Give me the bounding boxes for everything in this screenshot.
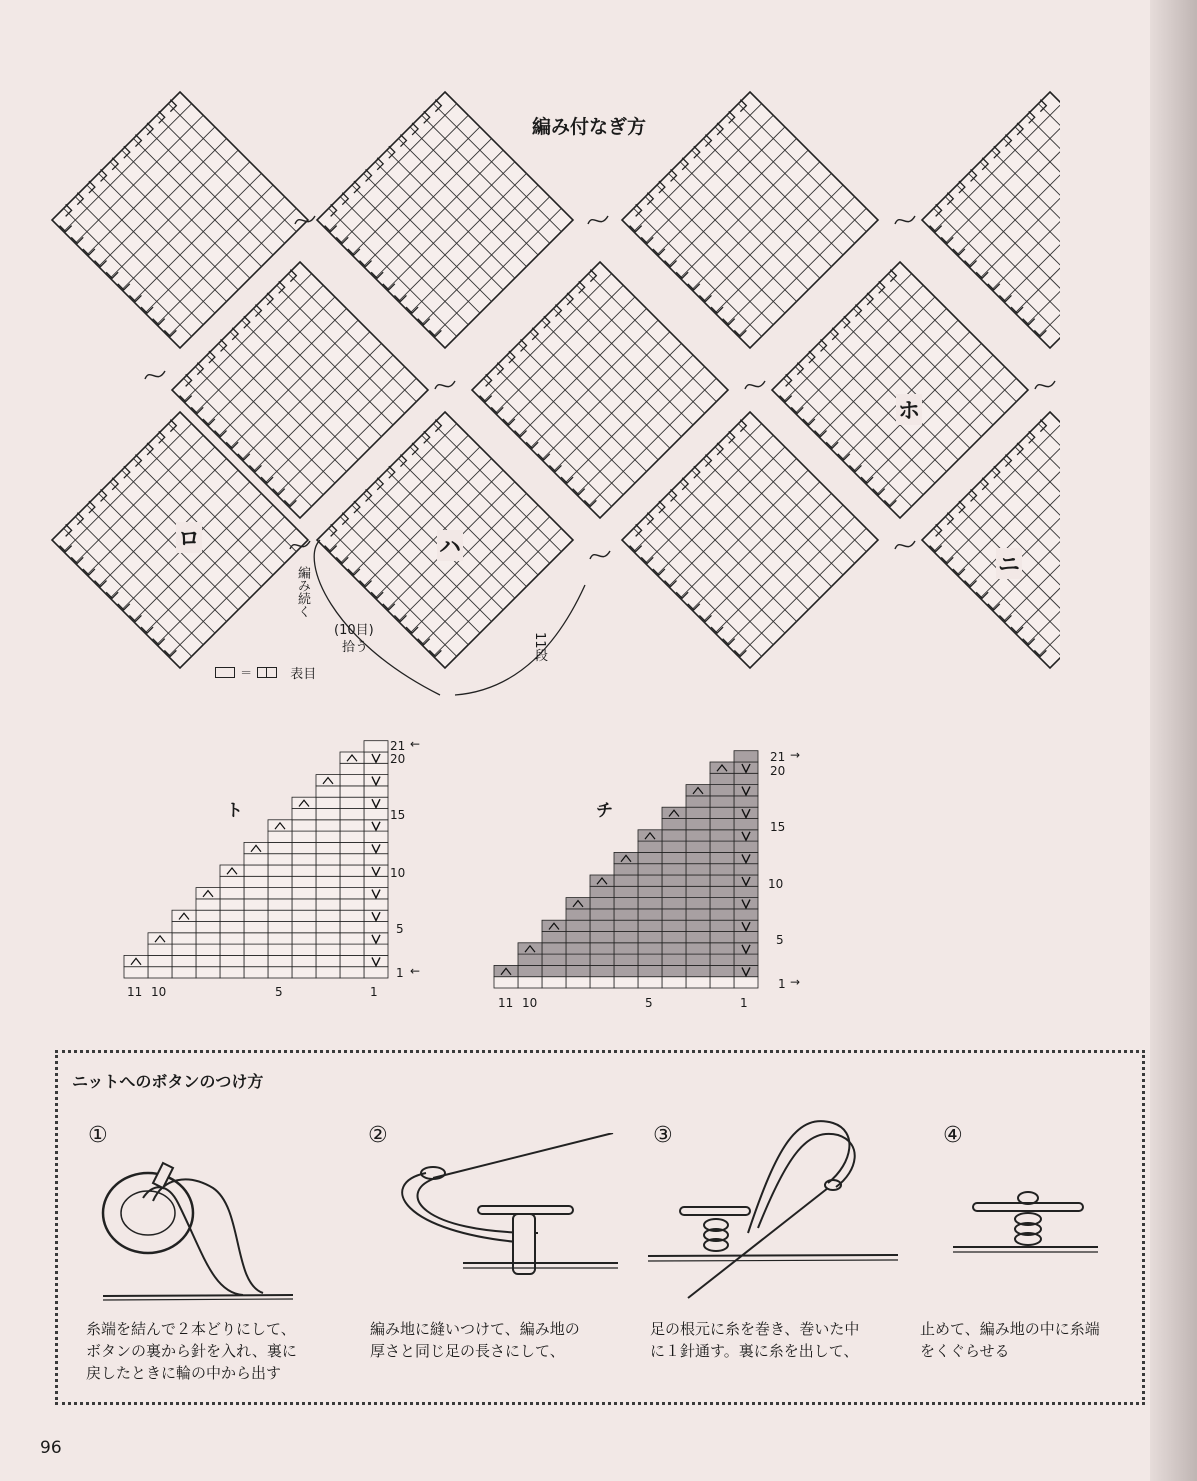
motif-label-ha: ハ <box>437 530 463 561</box>
step-3-number: ③ <box>653 1123 673 1148</box>
note-continue: 編み続く <box>295 566 310 618</box>
step-caption-line: 止めて、編み地の中に糸端 <box>920 1320 1100 1338</box>
step-2-number: ② <box>368 1123 388 1148</box>
step-4-number: ④ <box>943 1123 963 1148</box>
step-2-illustration <box>378 1133 628 1283</box>
chart-to-row-label: 21 <box>390 739 406 753</box>
yarn-squiggle <box>745 381 765 389</box>
chart-chi-col-label: 11 <box>498 996 514 1010</box>
chart-to-row-label: 15 <box>390 808 406 822</box>
step-4-caption <box>920 1318 1100 1362</box>
legend <box>215 662 317 682</box>
note-pickup: 拾う <box>342 640 369 655</box>
button-attach-section <box>55 1050 1145 1405</box>
step-caption-line: 戻したときに輪の中から出す <box>86 1364 282 1382</box>
chart-chi-row-label: 20 <box>770 764 786 778</box>
chart-chi-row-label: 21 <box>770 750 786 764</box>
note-rows: 11段 <box>532 632 547 662</box>
motif-square <box>622 92 878 348</box>
chart-to-row-label: 20 <box>390 752 406 766</box>
chart-to-col-label: 5 <box>275 985 283 999</box>
yarn-squiggle <box>435 381 455 389</box>
yarn-squiggle <box>1035 381 1055 389</box>
chart-to-col-label: 11 <box>127 985 143 999</box>
legend-equals-icon: ＝ <box>240 666 253 680</box>
book-spine <box>1150 0 1197 1481</box>
motif-label-ni: ニ <box>996 548 1022 579</box>
yarn-squiggle <box>590 551 610 559</box>
step-2-caption <box>370 1318 580 1362</box>
chart-chi-grid <box>494 751 758 988</box>
step-1-caption <box>86 1318 297 1384</box>
step-1-illustration <box>93 1143 323 1313</box>
chart-chi-row-label: 15 <box>770 820 786 834</box>
motif-label-ho: ホ <box>896 394 922 425</box>
chart-chi-row-arrow-icon: → <box>790 748 801 762</box>
yarn-squiggle <box>895 216 915 224</box>
chart-chi-row-arrow-icon: → <box>790 975 801 989</box>
step-caption-line: 糸端を結んで２本どりにして、 <box>86 1320 296 1338</box>
motif-square <box>922 92 1150 348</box>
chart-chi-col-label: 5 <box>645 996 653 1010</box>
step-1-number: ① <box>88 1123 108 1148</box>
legend-text: 表目 <box>290 667 317 682</box>
chart-name-chi: チ <box>596 801 613 821</box>
yarn-squiggle <box>588 216 608 224</box>
note-pickup-count: (10目) <box>334 623 374 638</box>
chart-to-row-label: 1 <box>396 966 404 980</box>
step-caption-line: に１針通す。裏に糸を出して、 <box>650 1342 859 1360</box>
chart-to-row-label: 10 <box>390 866 406 880</box>
yarn-squiggle <box>145 371 165 379</box>
chart-to-col-label: 1 <box>370 985 378 999</box>
step-caption-line: をくぐらせる <box>920 1342 1010 1360</box>
yarn-squiggle <box>895 541 915 549</box>
chart-to-row-arrow-icon: ← <box>410 964 421 978</box>
chart-to-row-arrow-icon: ← <box>410 737 421 751</box>
step-4-illustration <box>948 1183 1108 1283</box>
chart-chi-row-label: 5 <box>776 933 784 947</box>
legend-blank-square-icon <box>215 667 235 678</box>
chart-chi-row-label: 1 <box>778 977 786 991</box>
motif-label-ro: ロ <box>176 522 202 553</box>
chart-to-grid <box>124 741 388 978</box>
chart-to-col-label: 10 <box>151 985 167 999</box>
step-caption-line: 編み地に縫いつけて、編み地の <box>370 1320 580 1338</box>
step-caption-line: 厚さと同じ足の長さにして、 <box>370 1342 565 1360</box>
chart-to-row-label: 5 <box>396 922 404 936</box>
step-3-illustration <box>648 1113 908 1313</box>
step-caption-line: 足の根元に糸を巻き、巻いた中 <box>650 1320 860 1338</box>
join-title: 編み付なぎ方 <box>532 116 647 138</box>
step-caption-line: ボタンの裏から針を入れ、裏に <box>86 1342 297 1360</box>
chart-chi-col-label: 10 <box>522 996 538 1010</box>
page-number: 96 <box>40 1438 62 1458</box>
joining-diagram <box>0 0 1150 720</box>
legend-knit-square-icon <box>257 667 277 678</box>
button-section-title: ニットへのボタンのつけ方 <box>72 1072 264 1091</box>
chart-name-to: ト <box>226 801 243 821</box>
chart-chi-row-label: 10 <box>768 877 784 891</box>
stitch-charts <box>0 720 1150 1010</box>
chart-chi-col-label: 1 <box>740 996 748 1010</box>
step-3-caption <box>650 1318 859 1362</box>
